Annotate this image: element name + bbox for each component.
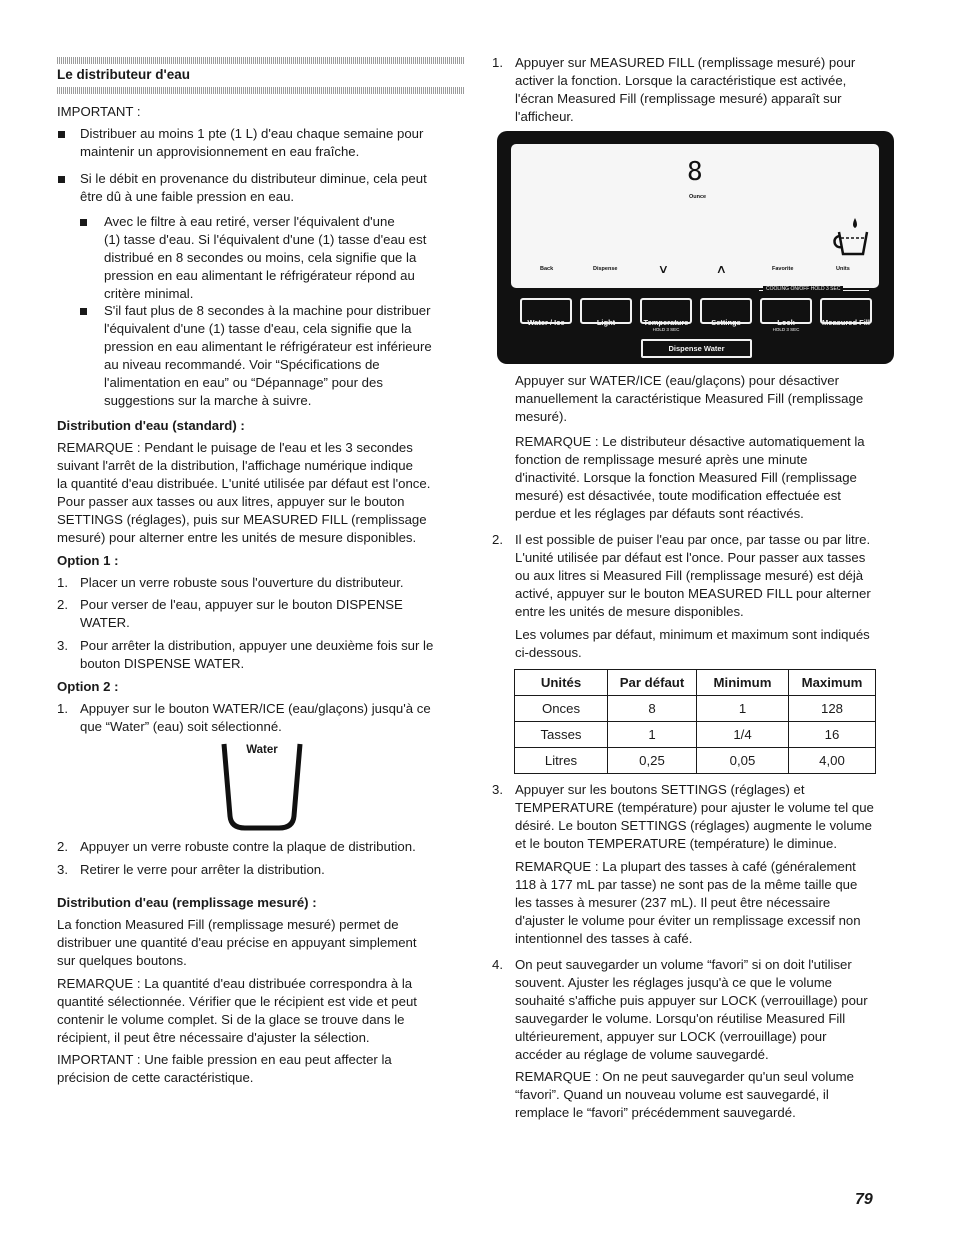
option2-step [80,838,470,856]
text-line: accéder au réglage de volume sauvegardé. [515,1047,769,1062]
text-line: Appuyer sur WATER/ICE (eau/glaçons) pour désactiver [515,373,839,388]
measured-important [57,1051,467,1087]
heading-rule-bottom [57,87,465,94]
text-line: et le bouton TEMPERATURE (température) le diminue. [515,836,838,851]
text-line: quantité sélectionnée. Vérifier que le récipient est vide et peut [57,994,417,1009]
text-line: que “Water” (eau) soit sélectionné. [80,719,282,734]
bullet-item [80,125,470,161]
option1-step [80,574,470,592]
screen-label-units: Units [836,266,850,272]
text-line: Distribuer au moins 1 pte (1 L) d'eau chaque semaine pour [80,126,424,141]
screen-label-favorite: Favorite [772,266,794,272]
table-row [515,722,876,748]
text-line: TEMPERATURE (température) pour ajuster le volume tel que [515,800,874,815]
text-line: l'équivalent d'une (1) tasse d'eau, cela signifie que la [104,321,412,336]
table-header-row [515,670,876,696]
text-line: Retirer le verre pour arrêter la distribution. [80,862,325,877]
text-line: bouton DISPENSE WATER. [80,656,245,671]
table-header-cell: Par défaut [608,670,697,696]
text-line: perdue et les réglages par défauts sont réactivés. [515,506,804,521]
text-line: être dû à une faible pression en eau. [80,189,295,204]
table-header-cell: Minimum [697,670,789,696]
text-line: désiré. Le bouton SETTINGS (réglages) augmente le volume [515,818,872,833]
option1-step [80,637,470,673]
text-line: REMARQUE : On ne peut sauvegarder qu'un seul volume [515,1069,854,1084]
right-note1 [515,433,905,523]
step-number: 1. [57,575,68,590]
table-cell: 1 [697,696,789,722]
important-label: IMPORTANT : [57,104,141,119]
text-line: Appuyer sur MEASURED FILL (remplissage mesuré) pour [515,55,856,70]
text-line: WATER. [80,615,130,630]
table-cell: Onces [515,696,608,722]
text-line: précision de cette caractéristique. [57,1070,254,1085]
sub-bullet-item [104,302,469,410]
text-line: distribuer une quantité d'eau précise en appuyant simplement [57,935,417,950]
right-step1 [515,54,905,126]
volume-table [514,669,876,774]
table-cell: 128 [789,696,876,722]
bullet-item [80,170,470,206]
water-cup-icon [217,738,307,834]
measured-heading: Distribution d'eau (remplissage mesuré) : [57,895,317,910]
text-line: ci-dessous. [515,645,582,660]
right-step3 [515,781,905,853]
text-line: sauvegarder le volume. Lorsqu'on réutilise Measured Fill [515,1011,846,1026]
option1-step [80,596,470,632]
text-line: les tasses à mesurer (237 mL). Il peut être nécessaire [515,895,831,910]
after-panel-text [515,372,905,426]
button-label-lock: Lock [777,318,795,327]
page-number: 79 [855,1191,873,1208]
text-line: mesuré) pour alterner entre les unités de mesure disponibles. [57,530,417,545]
text-line: sur quelques boutons. [57,953,187,968]
text-line: SETTINGS (réglages), puis sur MEASURED FILL (remplissage [57,512,427,527]
text-line: critère minimal. [104,286,194,301]
table-header-cell: Unités [515,670,608,696]
text-line: mesuré). [515,409,568,424]
button-label-water-ice: Water / Ice [527,318,565,327]
table-cell: 0,05 [697,748,789,774]
text-line: Il est possible de puiser l'eau par once, par tasse ou par litre. [515,532,871,547]
text-line: contenir le volume complet. Si de la glace se trouve dans le [57,1012,405,1027]
text-line: fonction de remplissage mesuré après une minute [515,452,808,467]
table-cell: 1 [608,722,697,748]
right-step2 [515,531,905,621]
text-line: Appuyer sur les boutons SETTINGS (réglages) et [515,782,805,797]
step-number: 2. [492,532,503,547]
text-line: manuellement la caractéristique Measured Fill (remplissage [515,391,864,406]
chevron-up-icon: ∧ [715,262,728,276]
bullet-icon [80,308,87,315]
right-note4 [515,1068,905,1122]
table-cell: 0,25 [608,748,697,774]
text-line: l'alimentation en eau” ou “Dépannage” pour des [104,375,383,390]
text-line: On peut sauvegarder un volume “favori” si on doit l'utiliser [515,957,852,972]
table-cell: Litres [515,748,608,774]
text-line: intentionnel des tasses à café. [515,931,693,946]
text-line: d'ajuster le volume pour éviter un remplissage excessif non [515,913,861,928]
button-label-temperature: Temperature [643,318,689,327]
step-number: 2. [57,597,68,612]
text-line: l'afficheur. [515,109,574,124]
text-line: Les volumes par défaut, minimum et maximum sont indiqués [515,627,870,642]
table-cell: 4,00 [789,748,876,774]
bullet-icon [58,176,65,183]
text-line: souvent. Ajuster les réglages jusqu'à ce que le volume [515,975,833,990]
text-line: maintenir un approvisionnement en eau fraîche. [80,144,360,159]
dispense-water-button[interactable]: Dispense Water [641,339,752,358]
step-number: 3. [57,862,68,877]
text-line: pression en eau alimentant le réfrigérateur répond au [104,268,415,283]
bullet-icon [58,131,65,138]
text-line: activer la fonction. Lorsque la caractéristique est activée, [515,73,847,88]
step-number: 3. [57,638,68,653]
panel-display [511,144,879,288]
text-line: entre les unités de mesure disponibles. [515,604,744,619]
text-line: REMARQUE : Pendant le puisage de l'eau et les 3 secondes [57,440,413,455]
text-line: IMPORTANT : Une faible pression en eau peut affecter la [57,1052,392,1067]
measured-intro [57,916,467,970]
text-line: REMARQUE : Le distributeur désactive automatiquement la [515,434,865,449]
table-cell: 1/4 [697,722,789,748]
table-cell: Tasses [515,722,608,748]
standard-heading: Distribution d'eau (standard) : [57,418,245,433]
sub-bullet-item [104,213,469,303]
option2-step [80,700,470,736]
text-line: Si le débit en provenance du distributeur diminue, cela peut [80,171,427,186]
text-line: (1) tasse d'eau. Si l'équivalent d'une (1) tasse d'eau est [104,232,427,247]
option2-label: Option 2 : [57,679,119,694]
step-number: 1. [57,701,68,716]
text-line: Avec le filtre à eau retiré, verser l'équivalent d'une [104,214,395,229]
water-label: Water [246,744,278,756]
text-line: suggestions sur la marche à suivre. [104,393,312,408]
cooling-label: COOLING ON/OFF HOLD 3 SEC [763,286,843,292]
text-line: S'il faut plus de 8 secondes à la machine pour distribuer [104,303,431,318]
measuring-cup-icon [831,214,871,256]
option1-label: Option 1 : [57,553,119,568]
text-line: suivant l'arrêt de la distribution, l'affichage numérique indique [57,458,413,473]
table-row [515,748,876,774]
step-number: 3. [492,782,503,797]
text-line: remplace le “favori” précédemment sauvegardé. [515,1105,796,1120]
text-line: Appuyer un verre robuste contre la plaque de distribution. [80,839,416,854]
text-line: Pour passer aux tasses ou aux litres, appuyer sur le bouton [57,494,405,509]
right-note3 [515,858,905,948]
text-line: distribué en 8 secondes ou moins, cela signifie que la [104,250,417,265]
step-number: 4. [492,957,503,972]
table-header-cell: Maximum [789,670,876,696]
chevron-down-icon: ∨ [657,262,670,276]
text-line: La fonction Measured Fill (remplissage mesuré) permet de [57,917,399,932]
screen-label-dispense: Dispense [593,266,618,272]
text-line: récipient, il peut être nécessaire d'ajuster la sélection. [57,1030,370,1045]
text-line: souhaité s'affiche puis appuyer sur LOCK (verrouillage) pour [515,993,868,1008]
table-intro [515,626,905,662]
table-row [515,696,876,722]
step-number: 2. [57,839,68,854]
text-line: Pour arrêter la distribution, appuyer une deuxième fois sur le [80,638,434,653]
dispenser-control-panel [497,131,894,364]
text-line: Placer un verre robuste sous l'ouverture du distributeur. [80,575,404,590]
lock-hold-label: HOLD 3 SEC [772,327,800,332]
text-line: activé, appuyer sur le bouton MEASURED FILL pour alterner [515,586,871,601]
section-title: Le distributeur d'eau [57,67,190,82]
text-line: “favori”. Quand un nouveau volume est sauvegardé, il [515,1087,829,1102]
text-line: pression en eau alimentant le réfrigérateur est inférieure [104,339,432,354]
text-line: mesuré) est désactivée, toute modification effectuée est [515,488,841,503]
button-label-light: Light [596,318,616,327]
text-line: REMARQUE : La plupart des tasses à café (généralement [515,859,856,874]
text-line: 118 à 177 mL par tasse) ne sont pas de la même taille que [515,877,858,892]
temperature-hold-label: HOLD 3 SEC [652,327,680,332]
text-line: Appuyer sur le bouton WATER/ICE (eau/glaçons) jusqu'à ce [80,701,431,716]
bullet-icon [80,219,87,226]
seven-segment-digit: 8 [687,157,703,187]
button-label-measured-fill: Measured Fill [822,318,870,327]
measured-note [57,975,467,1047]
table-cell: 8 [608,696,697,722]
ounce-label: Ounce [689,194,707,200]
text-line: au niveau recommandé. Voir “Spécifications de [104,357,380,372]
option2-step [80,861,470,879]
text-line: d'inactivité. Lorsque la fonction Measured Fill (remplissage [515,470,857,485]
standard-note [57,439,467,547]
text-line: Pour verser de l'eau, appuyer sur le bouton DISPENSE [80,597,403,612]
text-line: REMARQUE : La quantité d'eau distribuée correspondra à la [57,976,413,991]
button-label-settings: Settings [711,318,741,327]
text-line: ou aux litres si Measured Fill (remplissage mesuré) est déjà [515,568,864,583]
step-number: 1. [492,55,503,70]
screen-label-back: Back [540,266,554,272]
text-line: la quantité d'eau distribuée. L'unité utilisée par défaut est l'once. [57,476,431,491]
table-cell: 16 [789,722,876,748]
text-line: L'unité utilisée par défaut est l'once. Pour passer aux tasses [515,550,866,565]
heading-rule-top [57,57,465,64]
right-step4 [515,956,905,1064]
text-line: ultérieurement, appuyer sur LOCK (verrouillage) pour [515,1029,827,1044]
text-line: l'écran Measured Fill (remplissage mesuré) apparaît sur [515,91,842,106]
